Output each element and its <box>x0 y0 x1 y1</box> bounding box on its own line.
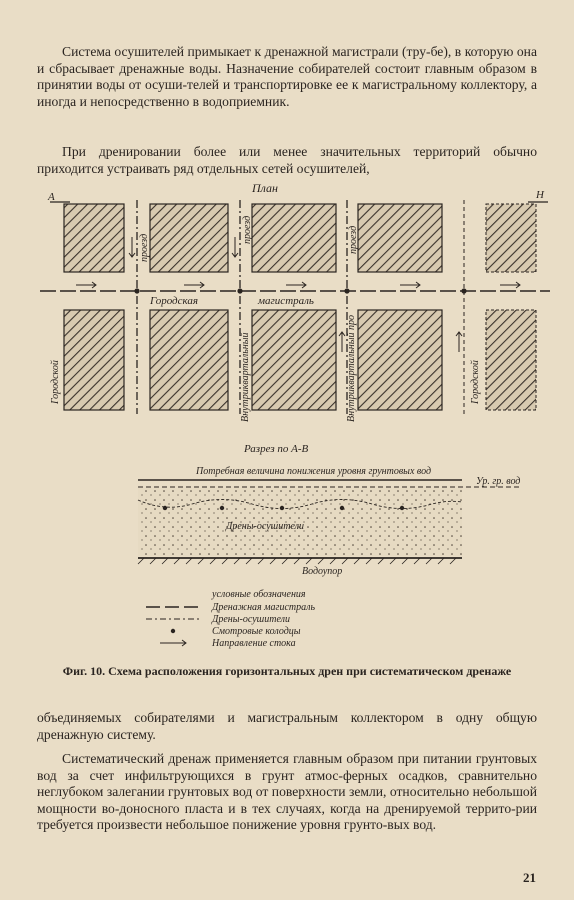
block-top-3 <box>252 204 336 272</box>
figure-caption <box>20 664 554 678</box>
section-label-drains: Дрены-осушители <box>226 521 304 532</box>
drain-point-3 <box>280 506 284 510</box>
well-4 <box>461 288 466 293</box>
bottom-label-4: Городской <box>470 360 481 404</box>
street-label-2: проезд <box>242 215 253 244</box>
legend-item-main: Дренажная магистраль <box>212 602 316 613</box>
legend-symbol-well <box>171 629 175 633</box>
main-label-2: магистраль <box>258 295 314 307</box>
block-top-5 <box>486 204 536 272</box>
well-2 <box>237 288 242 293</box>
drain-point-1 <box>163 506 167 510</box>
flow-arrow-2 <box>184 282 204 288</box>
legend-item-drains: Дрены-осушители <box>212 614 290 625</box>
paragraph-4: Систематический дренаж применяется главным образом при питании грунтовых вод за счет инфильтрующихся в грунт атмос-ферных осадков, сравнительно неглубоком залегании грунтовых вод от поверхности земли, относительно небольшой мощности во-доносного пласта и в тех случаях, когда на дренируемой террито-рии требуется произвести небольшое понижение уровня грунто-вых вод. <box>37 751 537 833</box>
paragraph-3: объединяемых собирателями и магистральным коллектором в одну общую дренажную систему. <box>37 710 537 742</box>
paragraph-1: Система осушителей примыкает к дренажной магистрали (тру-бе), в которую она и сбрасывает дренажные воды. Назначение собирателей состоит главным образом в принятии воды от осуши-телей и транспортировке ее к магистральному коллектору, а иногда и непосредственно в водоприемник. <box>37 44 537 109</box>
legend-symbol-flow <box>160 640 186 646</box>
flow-arrow-4 <box>400 282 420 288</box>
main-label-1: Городская <box>150 295 198 307</box>
street-label-1: проезд <box>139 233 150 262</box>
street-label-3: проезд <box>348 225 359 254</box>
flow-arrow-1 <box>76 282 96 288</box>
flow-arrow-v4 <box>456 332 462 352</box>
well-1 <box>134 288 139 293</box>
section-title: Разрез по А-В <box>244 443 309 455</box>
section-label-aquiclude: Водоупор <box>302 566 343 577</box>
paragraph-2: При дренировании более или менее значительных территорий обычно приходится устраивать ряд отдельных сетей осушителей, <box>37 144 537 176</box>
marker-a: А <box>48 191 55 203</box>
bottom-label-3: Внутриквартальный про <box>346 314 357 422</box>
block-bottom-3 <box>252 310 336 410</box>
legend-title: условные обозначения <box>212 589 306 600</box>
aquiclude-hatch <box>138 558 456 564</box>
block-top-2 <box>150 204 228 272</box>
block-top-4 <box>358 204 442 272</box>
flow-arrow-3 <box>286 282 306 288</box>
legend-item-wells: Смотровые колодцы <box>212 626 301 637</box>
bottom-label-2: Внутриквартальный <box>240 332 251 422</box>
drain-point-5 <box>400 506 404 510</box>
flow-arrow-v2 <box>232 237 238 257</box>
caption-label: Фиг. 10. <box>62 664 106 678</box>
bottom-label-1: Городской <box>50 360 61 404</box>
marker-b: Н <box>536 189 544 201</box>
plan-title: План <box>252 182 278 195</box>
well-3 <box>344 288 349 293</box>
drainage-figure <box>0 182 574 662</box>
block-bottom-5 <box>486 310 536 410</box>
block-bottom-4 <box>358 310 442 410</box>
caption-text: Схема расположения горизонтальных дрен при систематическом дренаже <box>108 664 512 678</box>
page-number: 21 <box>523 870 536 885</box>
section-label-groundwater: Ур. гр. вод <box>476 476 521 487</box>
block-bottom-2 <box>150 310 228 410</box>
flow-arrow-v1 <box>129 237 135 257</box>
drain-point-4 <box>340 506 344 510</box>
legend-item-flow: Направление стока <box>212 638 296 649</box>
drain-point-2 <box>220 506 224 510</box>
section-label-required: Потребная величина понижения уровня грунтовых вод <box>196 466 432 477</box>
flow-arrow-5 <box>500 282 520 288</box>
flow-arrow-v3 <box>339 332 345 352</box>
block-top-1 <box>64 204 124 272</box>
block-bottom-1 <box>64 310 124 410</box>
